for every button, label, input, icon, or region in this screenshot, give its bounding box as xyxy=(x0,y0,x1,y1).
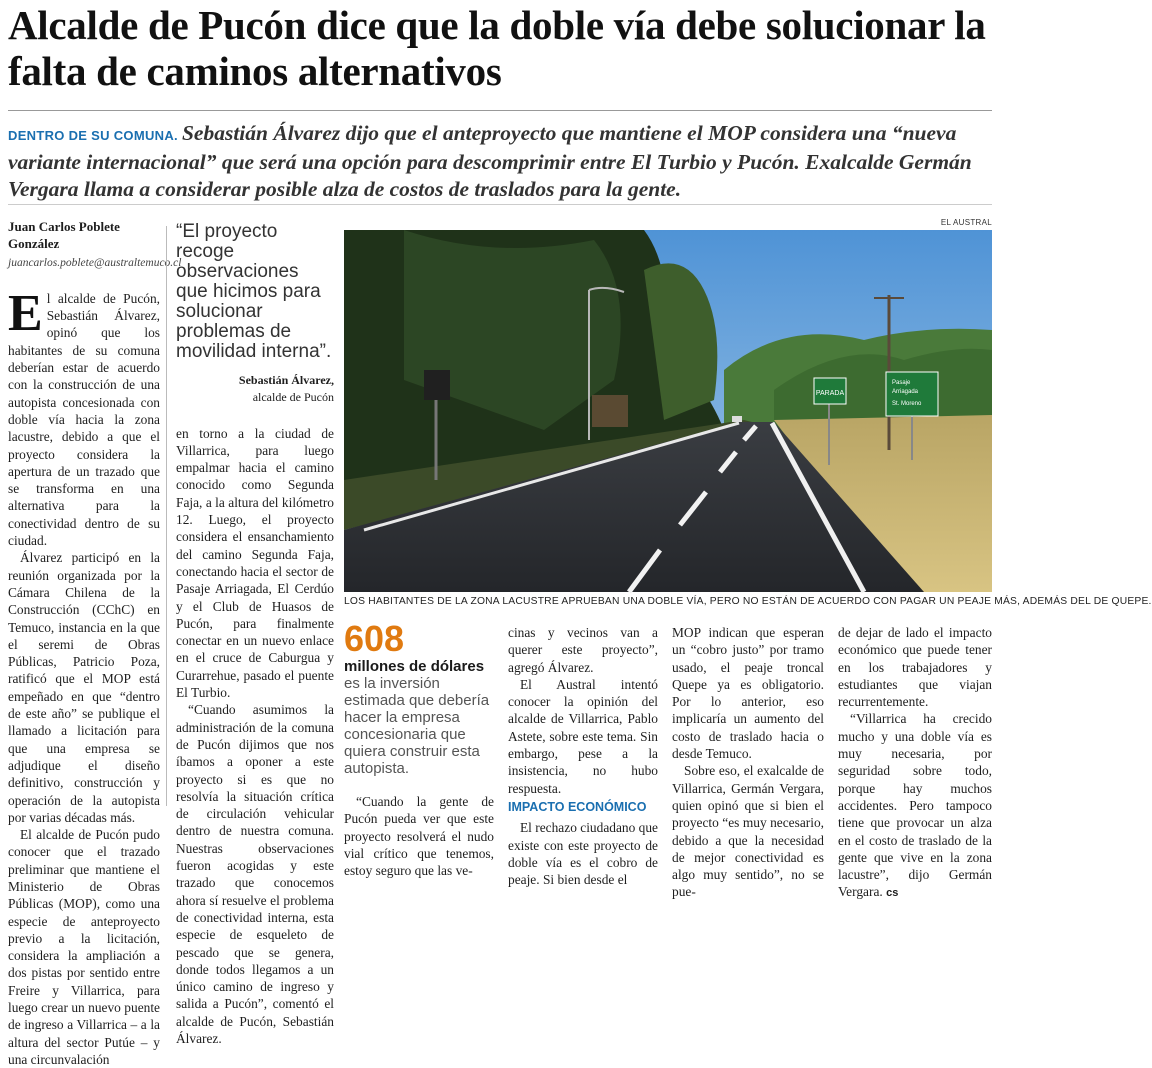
pull-quote-role: alcalde de Pucón xyxy=(252,390,334,405)
photo-caption: LOS HABITANTES DE LA ZONA LACUSTRE APRUEBAN UNA DOBLE VÍA, PERO NO ESTÁN DE ACUERDO CON PAGAR UN PEAJE MÁS, ADEMÁS DEL DE QUEPE. xyxy=(344,596,1152,607)
stat-number: 608 xyxy=(344,618,405,659)
road-photo-illustration xyxy=(344,230,992,592)
sign-back-left xyxy=(424,370,450,400)
lead-paragraph xyxy=(8,120,992,203)
col6-paragraph-2-text: “Villarrica ha crecido mucho y una doble vía es muy necesaria, por seguridad sobre todo, porque hay muchos accidentes. Pero tampoco tiene que provocar un alza en el costo de traslado de la gente que vive en la zona lacustre”, dijo Germán Vergara. xyxy=(838,711,992,900)
col1-paragraph-1: l alcalde de Pucón, Sebastián Álvarez, opinó que los habitantes de su comuna deberían estar de acuerdo con la construcción de una autopista concesionada con doble vía hacia la zona lacustre, debido a que el proyecto considera la apertura de un trazado que se transforma en una alternativa para la conectividad dentro de su ciudad. xyxy=(8,290,160,549)
stat-description xyxy=(344,658,494,777)
col2-paragraph-1: en torno a la ciudad de Villarrica, para luego empalmar hacia el camino conocido como Segunda Faja, a la altura del kilómetro 12. Luego, el proyecto considera el ensanchamiento del camino Segunda Faja, conectando hacia el sector de Pasaje Arriagada, El Cerdúo y el Club de Huasos de Pucón, para finalmente conectar en un nuevo enlace en el cruce de Caburgua y Curarrehue, pasado el puente El Turbio. xyxy=(176,425,334,701)
col5-paragraph-2: Sobre eso, el exalcalde de Villarrica, Germán Vergara, quien opinó que si bien el proyecto “es muy necesario, debido a que la necesidad de mejor conectividad es algo muy sentido”, no se pue- xyxy=(672,763,824,900)
headline-rule xyxy=(8,110,992,111)
lead-rule xyxy=(8,204,992,205)
headline: Alcalde de Pucón dice que la doble vía debe solucionar la falta de caminos alternativos xyxy=(8,2,986,94)
col6-paragraph-2 xyxy=(838,710,992,902)
lead-text: Sebastián Álvarez dijo que el anteproyecto que mantiene el MOP considera una “nueva variante internacional” que será una opción para descomprimir entre El Turbio y Pucón. Exalcalde Germán Vergara llama a considerar posible alza de costos de traslados para la gente. xyxy=(8,121,972,201)
column-5 xyxy=(672,624,824,901)
byline-email: juancarlos.poblete@australtemuco.cl xyxy=(8,256,182,269)
stat-unit: millones de dólares xyxy=(344,658,485,675)
direction-sign-line-1: Pasaje xyxy=(892,380,911,386)
column-4 xyxy=(508,624,658,888)
col1-paragraph-3: El alcalde de Pucón pudo conocer que el trazado preliminar que mantiene el Ministerio de Obras Públicas (MOP), como una especie de anteproyecto previo a la licitación, considera la ampliación a dos pistas por sentido entre Freire y Villarrica, para luego crear un nuevo puente de ingreso a Villarrica – a la altura del sector Putúe – y una circunvalación xyxy=(8,827,160,1067)
distant-car xyxy=(732,416,742,422)
column-2 xyxy=(176,222,334,1047)
direction-sign-line-2: Arriagada xyxy=(892,389,919,395)
drop-cap: E xyxy=(8,284,43,342)
column-1 xyxy=(8,218,182,1068)
col3-paragraph-1: “Cuando la gente de Pucón pueda ver que este proyecto resolverá el nudo vial crítico que tenemos, estoy seguro que las ve- xyxy=(344,794,494,879)
pull-quote: “El proyecto recoge observaciones que hicimos para solucionar problemas de movilidad interna”. xyxy=(176,221,332,362)
road-photo xyxy=(344,230,992,592)
col4-paragraph-3: El rechazo ciudadano que existe con este proyecto de doble vía es el cobro de peaje. Si bien desde el xyxy=(508,820,658,888)
lead-tag: DENTRO DE SU COMUNA. xyxy=(8,128,178,143)
col4-paragraph-2: El Austral intentó conocer la opinión del alcalde de Villarrica, Pablo Astete, sobre este tema. Sin embargo, pese a la insistencia, no hubo respuesta. xyxy=(508,676,658,796)
column-3 xyxy=(344,618,494,879)
photo-credit: EL AUSTRAL xyxy=(940,218,992,227)
col1-paragraph-2: Álvarez participó en la reunión organizada por la Cámara Chilena de la Construcción (CChC) en Temuco, instancia en la que el seremi de Obras Públicas, Patricio Poza, ratificó que el MOP está empeñado en que “dentro de este año” se publique el llamado a licitación para que una empresa se adjudique el diseño definitivo, construcción y operación de la autopista por varias décadas más. xyxy=(8,550,160,825)
pull-quote-author: Sebastián Álvarez, xyxy=(238,373,334,387)
column-6 xyxy=(838,624,992,903)
byline-author: Juan Carlos Poblete González xyxy=(8,219,120,252)
col5-paragraph-1: MOP indican que esperan un “cobro justo” por tramo usado, el peaje troncal Quepe ya es obligatorio. Por lo anterior, eso implicaría un aumento del costo de traslado hacia o desde Temuco. xyxy=(672,625,824,762)
col2-paragraph-2: “Cuando asumimos la administración de la comuna de Pucón dijimos que nos íbamos a oponer a este proyecto si es que no resolvía la situación crítica de circulación vehicular dentro de nuestra comuna. Nuestras observaciones fueron acogidas y este trazado que conocemos ahora sí resuelve el problema de conectividad interna, esta especie de esqueleto de pescado que se genera, donde todos llegamos a un único camino de ingreso y salida a Pucón”, comentó el alcalde de Pucón, Sebastián Álvarez. xyxy=(176,702,334,1046)
column-divider xyxy=(166,226,167,806)
stat-text: es la inversión estimada que debería hacer la empresa concesionaria que quiera construir esta autopista. xyxy=(344,675,490,777)
bus-shelter xyxy=(592,395,628,427)
col4-paragraph-1: cinas y vecinos van a querer este proyecto”, agregó Álvarez. xyxy=(508,625,658,675)
end-mark: cs xyxy=(886,887,899,900)
direction-sign-line-3: St. Moreno xyxy=(892,401,922,407)
subhead-impacto: IMPACTO ECONÓMICO xyxy=(508,799,647,814)
col6-paragraph-1: de dejar de lado el impacto económico que puede tener en los trabajadores y estudiantes que viajan recurrentemente. xyxy=(838,625,992,710)
parada-sign-text: PARADA xyxy=(815,390,845,397)
